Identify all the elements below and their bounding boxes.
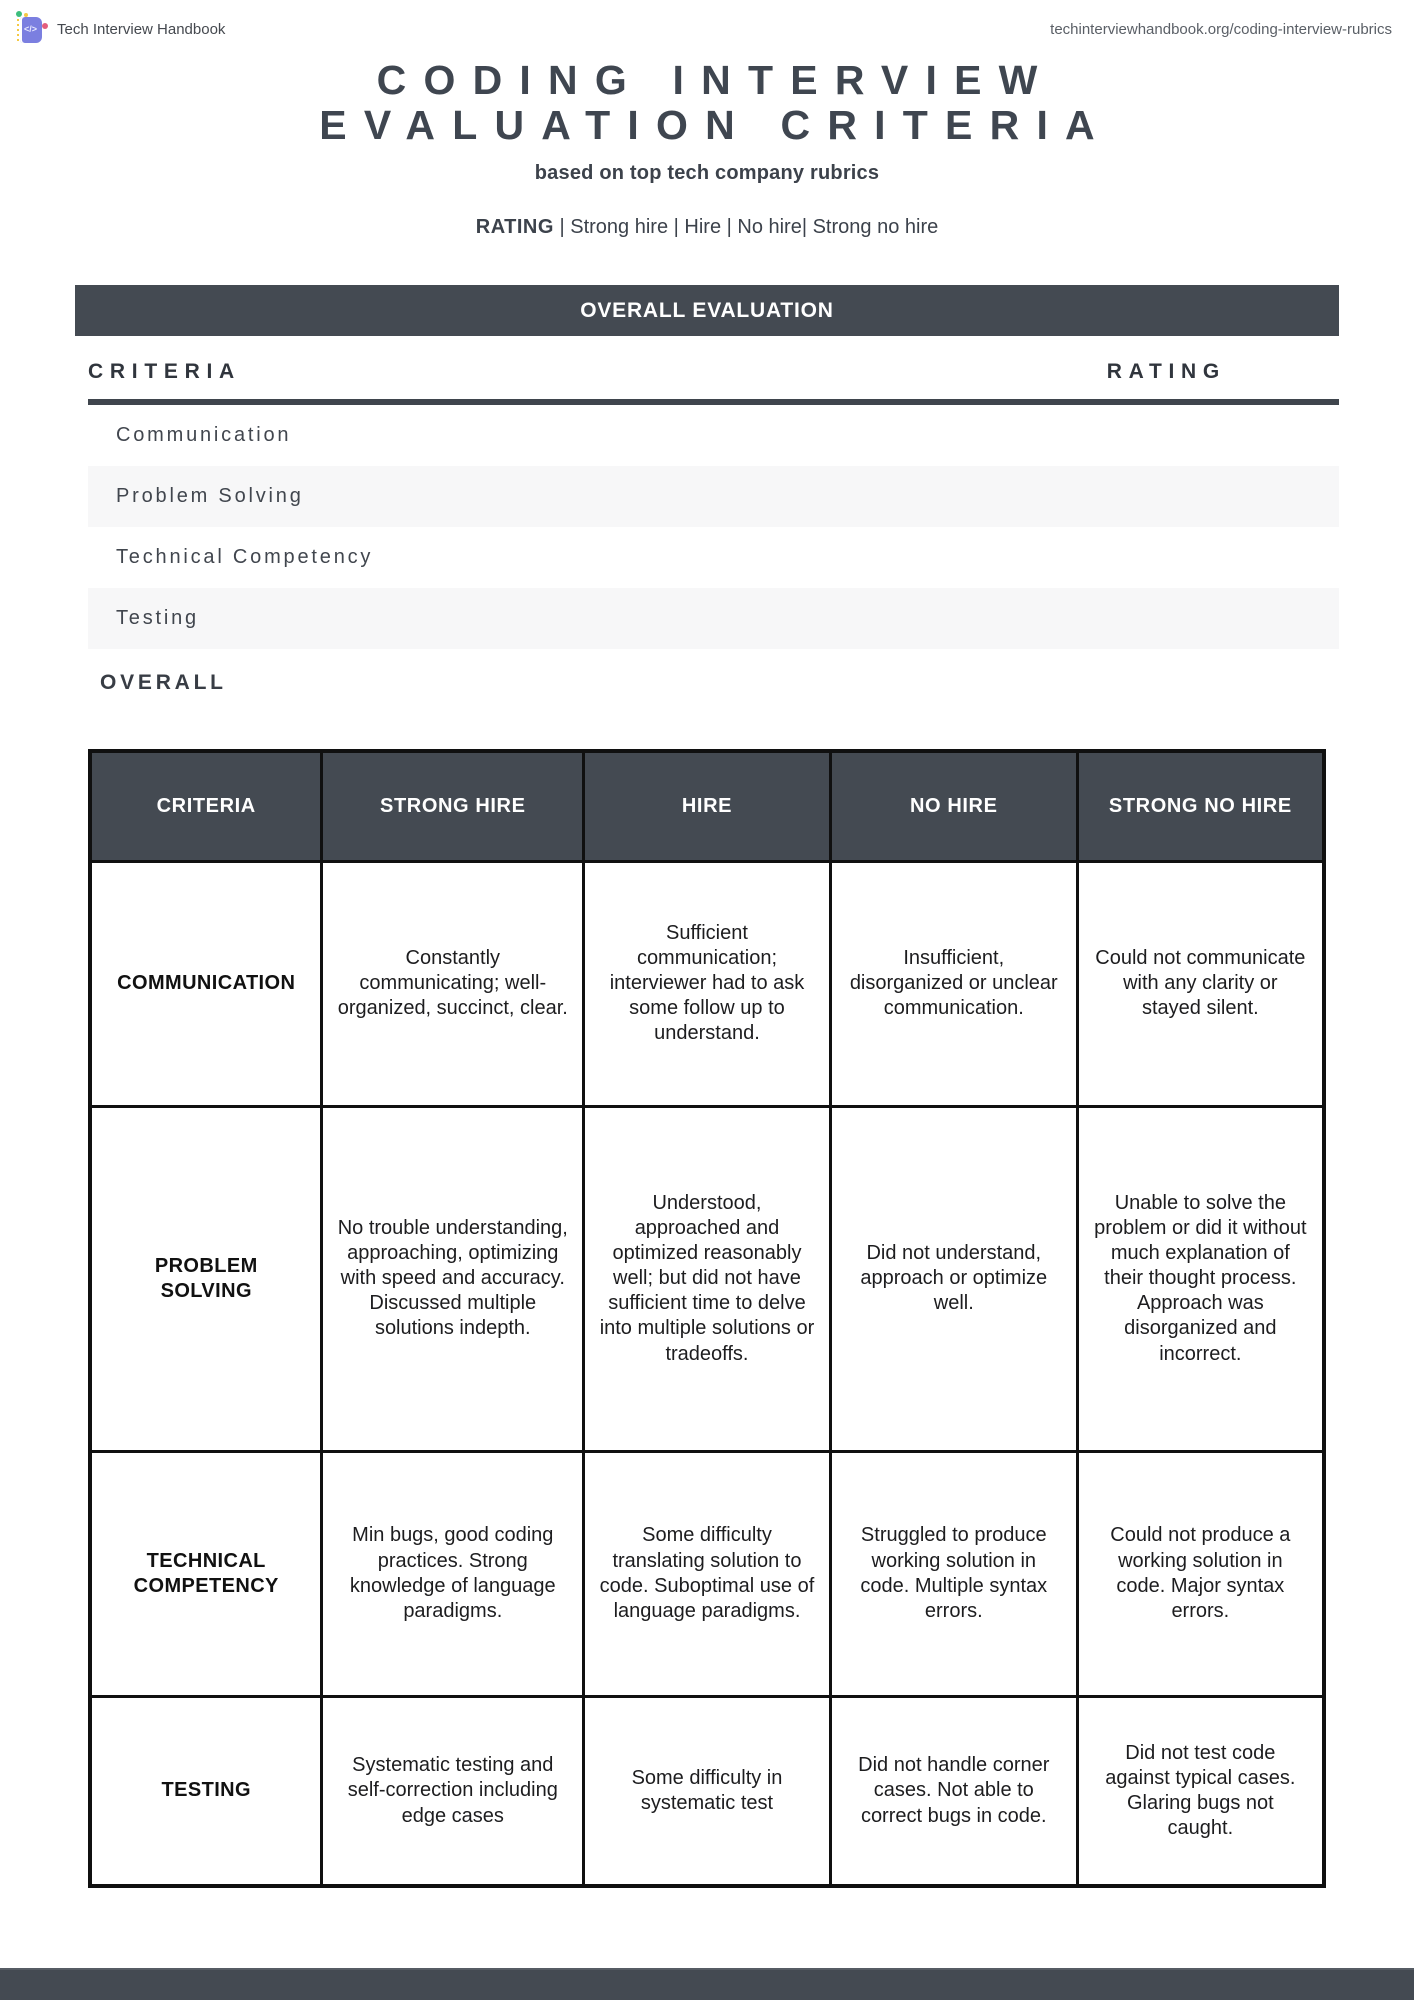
rubric-col-strong-hire: STRONG HIRE xyxy=(322,751,584,861)
table-row xyxy=(90,1106,1324,1451)
cell-strong-hire: Systematic testing and self-correction including edge cases xyxy=(322,1696,584,1886)
cell-strong-hire: Constantly communicating; well-organized, succinct, clear. xyxy=(322,861,584,1106)
cell-criteria: TECHNICAL COMPETENCY xyxy=(90,1451,322,1696)
cell-hire: Sufficient communication; interviewer had to ask some follow up to understand. xyxy=(584,861,831,1106)
cell-strong-no-hire: Did not test code against typical cases. Glaring bugs not caught. xyxy=(1077,1696,1324,1886)
rubric-table xyxy=(88,749,1326,1888)
list-item-communication: Communication xyxy=(116,424,292,447)
cell-strong-no-hire: Could not communicate with any clarity or stayed silent. xyxy=(1077,861,1324,1106)
header-url: techinterviewhandbook.org/coding-interview-rubrics xyxy=(1050,20,1392,38)
table-row xyxy=(90,1451,1324,1696)
page-subtitle: based on top tech company rubrics xyxy=(534,162,880,185)
overall-evaluation-bar: OVERALL EVALUATION xyxy=(75,285,1339,336)
cell-criteria: TESTING xyxy=(90,1696,322,1886)
cell-no-hire: Did not handle corner cases. Not able to correct bugs in code. xyxy=(830,1696,1077,1886)
list-item-testing: Testing xyxy=(88,588,1339,649)
cell-hire: Some difficulty translating solution to code. Suboptimal use of language paradigms. xyxy=(584,1451,831,1696)
rubric-col-no-hire: NO HIRE xyxy=(830,751,1077,861)
rubric-col-strong-no-hire: STRONG NO HIRE xyxy=(1077,751,1324,861)
list-item-problem-solving: Problem Solving xyxy=(88,466,1339,527)
table-row xyxy=(90,861,1324,1106)
cell-strong-no-hire: Could not produce a working solution in code. Major syntax errors. xyxy=(1077,1451,1324,1696)
rating-legend xyxy=(0,216,1414,239)
cell-strong-no-hire: Unable to solve the problem or did it without much explanation of their thought process. Approach was disorganized and incorrect. xyxy=(1077,1106,1324,1451)
page-title-line1: CODING INTERVIEW xyxy=(376,57,1055,103)
overall-label: OVERALL xyxy=(100,671,227,695)
logo-book xyxy=(20,17,42,43)
brand xyxy=(14,11,225,47)
cell-hire: Some difficulty in systematic test xyxy=(584,1696,831,1886)
rubric-col-hire: HIRE xyxy=(584,751,831,861)
cell-no-hire: Struggled to produce working solution in code. Multiple syntax errors. xyxy=(830,1451,1077,1696)
table-row xyxy=(90,1696,1324,1886)
overall-sub-headers xyxy=(88,360,1326,384)
cell-no-hire: Did not understand, approach or optimize well. xyxy=(830,1106,1077,1451)
logo-book-spine xyxy=(17,19,19,41)
logo-dot-green xyxy=(16,11,22,17)
cell-hire: Understood, approached and optimized reasonably well; but did not have sufficient time to delve into multiple solutions or tradeoffs. xyxy=(584,1106,831,1451)
rating-legend-label: RATING xyxy=(475,216,554,239)
cell-criteria: PROBLEM SOLVING xyxy=(90,1106,322,1451)
cell-criteria: COMMUNICATION xyxy=(90,861,322,1106)
title-block xyxy=(0,58,1414,239)
footer-bar xyxy=(0,1968,1414,2000)
cell-no-hire: Insufficient, disorganized or unclear communication. xyxy=(830,861,1077,1106)
page-title-line2: EVALUATION CRITERIA xyxy=(319,102,1112,149)
rubric-col-criteria: CRITERIA xyxy=(90,751,322,861)
rating-column-header: RATING xyxy=(1106,360,1226,384)
cell-strong-hire: No trouble understanding, approaching, optimizing with speed and accuracy. Discussed multiple solutions indepth. xyxy=(322,1106,584,1451)
list-item-technical-competency: Technical Competency xyxy=(116,546,374,569)
rubric-header-row xyxy=(90,751,1324,861)
top-header xyxy=(0,0,1414,46)
book-code-icon xyxy=(14,11,48,47)
criteria-column-header: CRITERIA xyxy=(88,360,241,384)
brand-name: Tech Interview Handbook xyxy=(57,20,226,38)
overall-criteria-list xyxy=(88,405,1339,649)
rating-legend-options: | Strong hire | Hire | No hire| Strong no hire xyxy=(559,216,939,239)
cell-strong-hire: Min bugs, good coding practices. Strong knowledge of language paradigms. xyxy=(322,1451,584,1696)
logo-dot-red xyxy=(42,23,48,29)
